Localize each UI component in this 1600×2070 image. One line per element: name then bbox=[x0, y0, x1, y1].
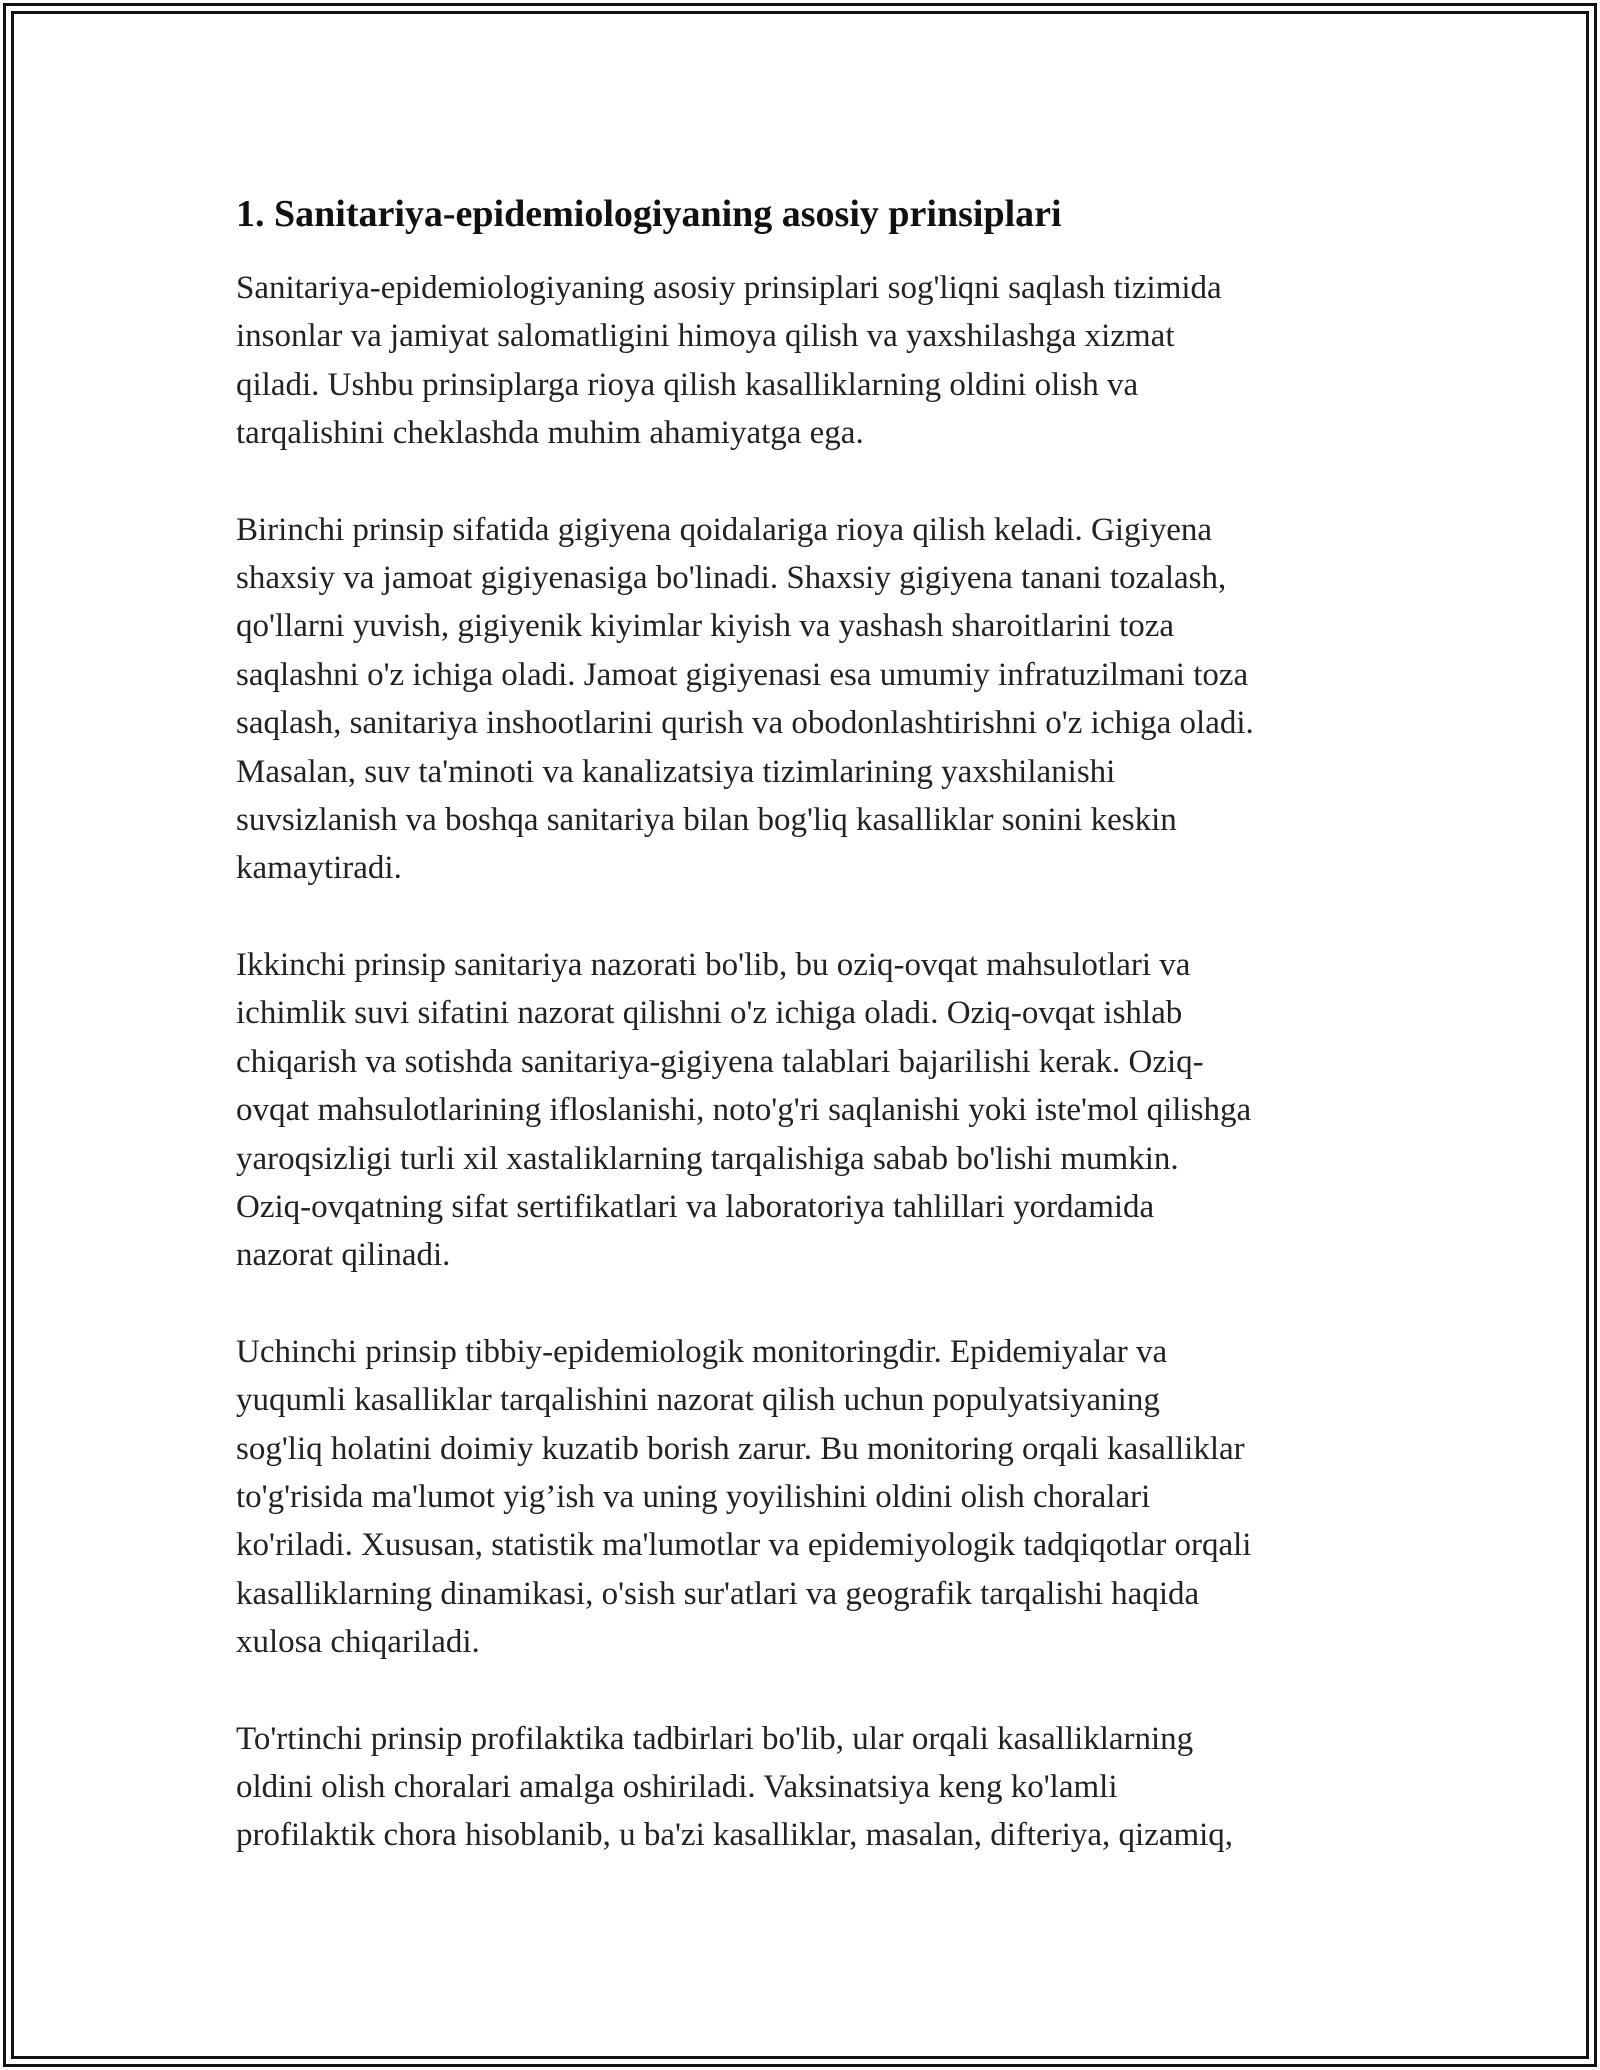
text-line: ovqat mahsulotlarining ifloslanishi, noto'g'ri saqlanishi yoki iste'mol qilishga bbox=[236, 1092, 1252, 1129]
text-line: insonlar va jamiyat salomatligini himoya qilish va yaxshilashga xizmat bbox=[236, 318, 1175, 355]
text-line: suvsizlanish va boshqa sanitariya bilan bog'liq kasalliklar sonini keskin bbox=[236, 802, 1177, 839]
text-line: kamaytiradi. bbox=[236, 850, 402, 887]
paragraph-second-principle bbox=[236, 941, 1386, 1280]
text-line: oldini olish choralari amalga oshiriladi. Vaksinatsiya keng ko'lamli bbox=[236, 1768, 1118, 1805]
document-body bbox=[236, 186, 1386, 1908]
text-line: To'rtinchi prinsip profilaktika tadbirlari bo'lib, ular orqali kasalliklarning bbox=[236, 1720, 1194, 1757]
text-line: Masalan, suv ta'minoti va kanalizatsiya tizimlarining yaxshilanishi bbox=[236, 753, 1116, 790]
text-line: ko'riladi. Xususan, statistik ma'lumotlar va epidemiyologik tadqiqotlar orqali bbox=[236, 1527, 1252, 1564]
paragraph-fourth-principle bbox=[236, 1715, 1386, 1860]
text-line: nazorat qilinadi. bbox=[236, 1237, 451, 1274]
text-line: profilaktik chora hisoblanib, u ba'zi kasalliklar, masalan, difteriya, qizamiq, bbox=[236, 1817, 1234, 1854]
text-line: saqlash, sanitariya inshootlarini qurish va obodonlashtirishni o'z ichiga oladi. bbox=[236, 705, 1254, 742]
text-line: Uchinchi prinsip tibbiy-epidemiologik monitoringdir. Epidemiyalar va bbox=[236, 1333, 1168, 1370]
text-line: saqlashni o'z ichiga oladi. Jamoat gigiyenasi esa umumiy infratuzilmani toza bbox=[236, 656, 1249, 693]
text-line: shaxsiy va jamoat gigiyenasiga bo'linadi. Shaxsiy gigiyena tanani tozalash, bbox=[236, 560, 1227, 597]
text-line: Birinchi prinsip sifatida gigiyena qoidalariga rioya qilish keladi. Gigiyena bbox=[236, 511, 1213, 548]
text-line: Sanitariya-epidemiologiyaning asosiy prinsiplari sog'liqni saqlash tizimida bbox=[236, 270, 1222, 306]
text-line: yuqumli kasalliklar tarqalishini nazorat qilish uchun populyatsiyaning bbox=[236, 1382, 1160, 1419]
text-line: sog'liq holatini doimiy kuzatib borish zarur. Bu monitoring orqali kasalliklar bbox=[236, 1430, 1245, 1467]
paragraph-first-principle bbox=[236, 506, 1386, 893]
text-line: kasalliklarning dinamikasi, o'sish sur'atlari va geografik tarqalishi haqida bbox=[236, 1575, 1200, 1612]
paragraph-intro bbox=[236, 264, 1386, 458]
text-line: qiladi. Ushbu prinsiplarga rioya qilish kasalliklarning oldini olish va bbox=[236, 366, 1139, 403]
text-line: tarqalishini cheklashda muhim ahamiyatga ega. bbox=[236, 415, 864, 452]
text-line: yaroqsizligi turli xil xastaliklarning tarqalishiga sabab bo'lishi mumkin. bbox=[236, 1140, 1179, 1177]
text-line: ichimlik suvi sifatini nazorat qilishni o'z ichiga oladi. Oziq-ovqat ishlab bbox=[236, 995, 1183, 1032]
text-line: xulosa chiqariladi. bbox=[236, 1624, 480, 1661]
text-line: Ikkinchi prinsip sanitariya nazorati bo'lib, bu oziq-ovqat mahsulotlari va bbox=[236, 946, 1191, 983]
text-line: Oziq-ovqatning sifat sertifikatlari va laboratoriya tahlillari yordamida bbox=[236, 1188, 1155, 1225]
section-heading: 1. Sanitariya-epidemiologiyaning asosiy prinsiplari bbox=[236, 193, 1062, 235]
text-line: to'g'risida ma'lumot yig’ish va uning yoyilishini oldini olish choralari bbox=[236, 1478, 1151, 1515]
paragraph-third-principle bbox=[236, 1328, 1386, 1667]
text-line: chiqarish va sotishda sanitariya-gigiyena talablari bajarilishi kerak. Oziq- bbox=[236, 1043, 1204, 1080]
text-line: qo'llarni yuvish, gigiyenik kiyimlar kiyish va yashash sharoitlarini toza bbox=[236, 608, 1175, 645]
